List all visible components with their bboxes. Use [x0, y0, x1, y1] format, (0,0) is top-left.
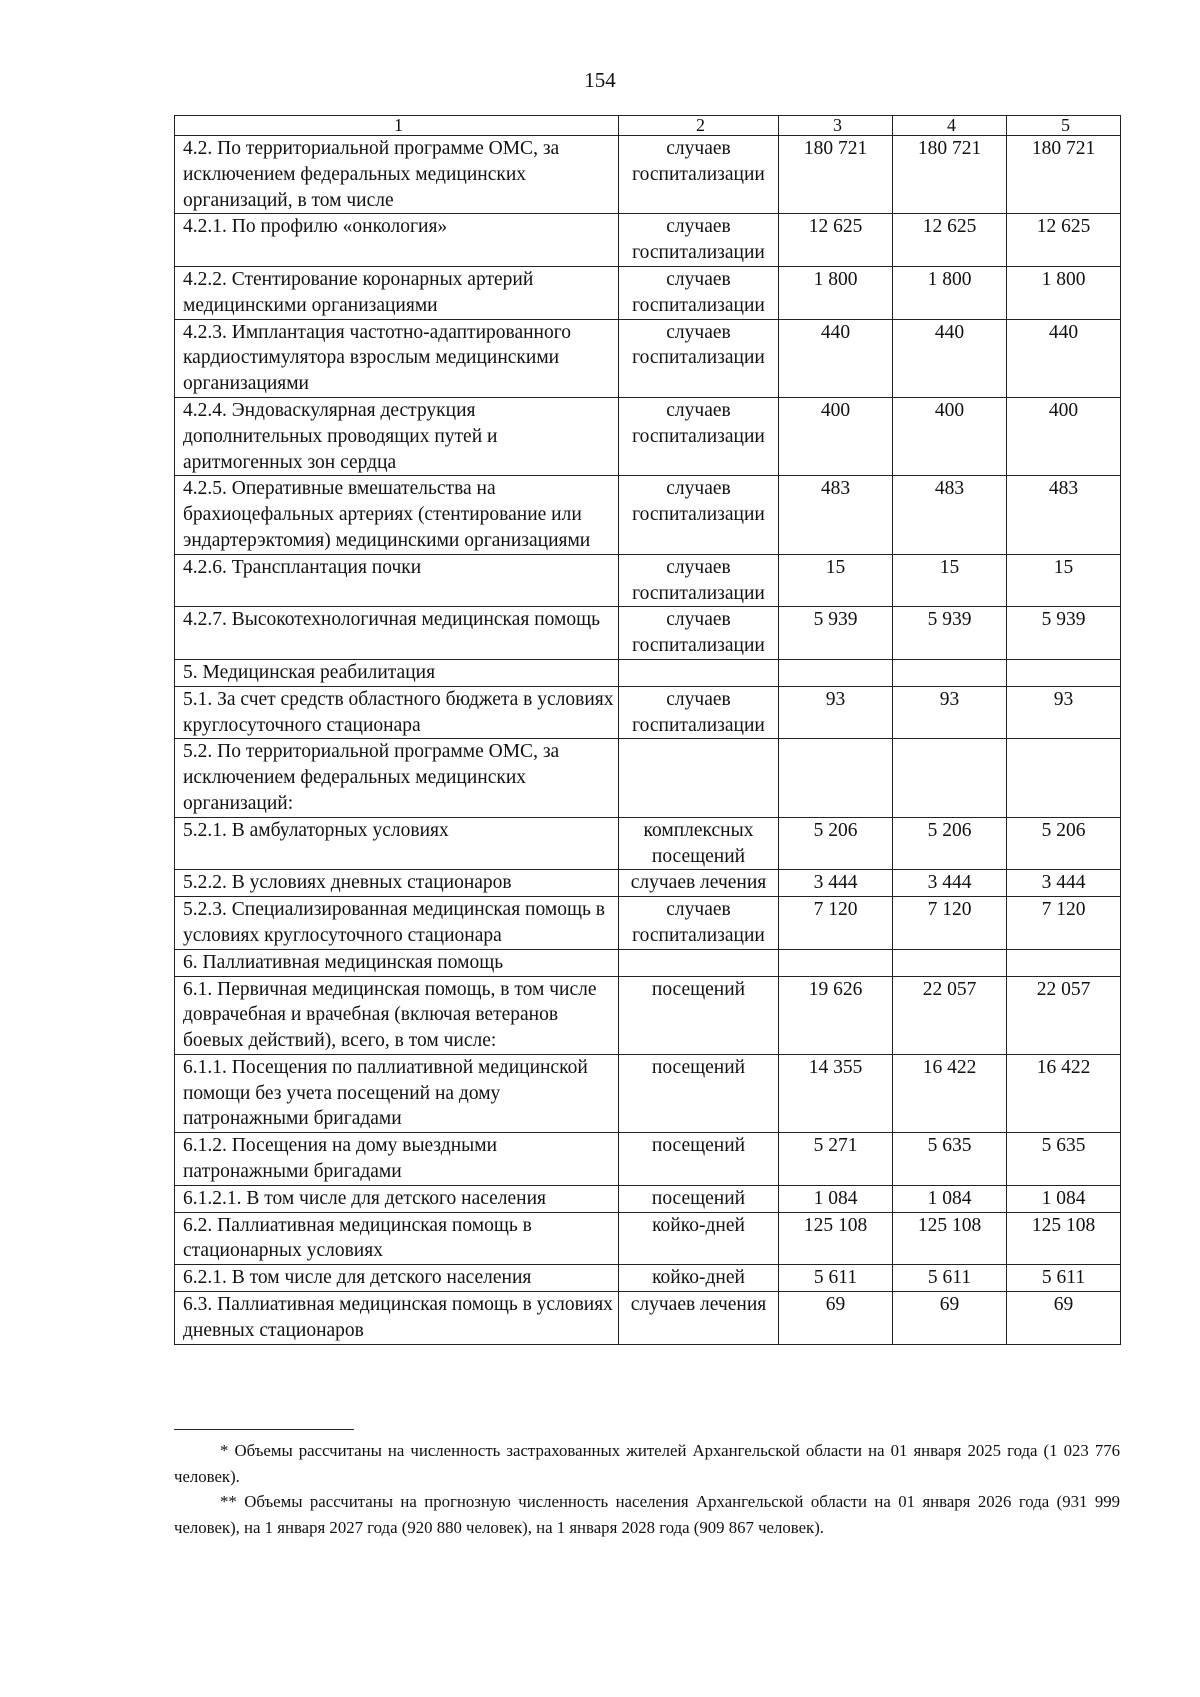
table-row: [175, 1212, 1121, 1265]
row-value-col4: 69: [893, 1292, 1007, 1345]
volumes-table: [174, 115, 1121, 1345]
row-value-col4: 5 939: [893, 607, 1007, 660]
row-value-col5: 5 611: [1007, 1265, 1121, 1292]
row-name-cell: 4.2.5. Оперативные вмешательства на брахиоцефальных артериях (стентирование или эндартерэктомия) медицинскими организациями: [175, 476, 619, 554]
row-value-col4: 15: [893, 554, 1007, 607]
row-name-cell: 5.2. По территориальной программе ОМС, за исключением федеральных медицинских организаций:: [175, 739, 619, 817]
row-value-col5: 93: [1007, 686, 1121, 739]
table-row: [175, 897, 1121, 950]
row-unit-cell: случаев лечения: [619, 1292, 779, 1345]
table-row: [175, 1133, 1121, 1186]
table-header-row: [175, 116, 1121, 136]
row-value-col3: [779, 739, 893, 817]
row-value-col5: 5 206: [1007, 817, 1121, 870]
row-value-col5: 12 625: [1007, 214, 1121, 267]
row-value-col3: [779, 659, 893, 686]
row-value-col4: [893, 659, 1007, 686]
row-unit-cell: комплексных посещений: [619, 817, 779, 870]
row-unit-cell: случаев лечения: [619, 870, 779, 897]
row-value-col3: 69: [779, 1292, 893, 1345]
table-row: [175, 817, 1121, 870]
row-value-col3: 180 721: [779, 136, 893, 214]
row-name-cell: 6.1.1. Посещения по паллиативной медицинской помощи без учета посещений на дому патронажными бригадами: [175, 1054, 619, 1132]
header-cell: 5: [1007, 116, 1121, 136]
row-value-col4: 93: [893, 686, 1007, 739]
row-value-col4: [893, 949, 1007, 976]
row-value-col3: 440: [779, 319, 893, 397]
row-value-col3: 5 206: [779, 817, 893, 870]
row-value-col3: 400: [779, 397, 893, 475]
row-unit-cell: посещений: [619, 1133, 779, 1186]
row-value-col4: 440: [893, 319, 1007, 397]
table-row: [175, 214, 1121, 267]
row-value-col3: 12 625: [779, 214, 893, 267]
row-name-cell: 6.1.2.1. В том числе для детского населения: [175, 1185, 619, 1212]
row-unit-cell: случаев госпитализации: [619, 136, 779, 214]
row-value-col3: 5 611: [779, 1265, 893, 1292]
row-value-col3: 5 271: [779, 1133, 893, 1186]
table-row: [175, 739, 1121, 817]
row-name-cell: 4.2.6. Трансплантация почки: [175, 554, 619, 607]
table-row: [175, 607, 1121, 660]
row-name-cell: 6.2.1. В том числе для детского населения: [175, 1265, 619, 1292]
row-unit-cell: [619, 949, 779, 976]
row-value-col5: 22 057: [1007, 976, 1121, 1054]
row-name-cell: 5.2.2. В условиях дневных стационаров: [175, 870, 619, 897]
row-value-col5: [1007, 949, 1121, 976]
row-value-col5: 7 120: [1007, 897, 1121, 950]
header-cell: 1: [175, 116, 619, 136]
row-value-col5: 180 721: [1007, 136, 1121, 214]
row-name-cell: 4.2.3. Имплантация частотно-адаптированного кардиостимулятора взрослым медицинскими организациями: [175, 319, 619, 397]
table-row: [175, 136, 1121, 214]
row-value-col3: 5 939: [779, 607, 893, 660]
table-row: [175, 949, 1121, 976]
row-unit-cell: посещений: [619, 976, 779, 1054]
table-row: [175, 1054, 1121, 1132]
row-value-col4: 125 108: [893, 1212, 1007, 1265]
row-value-col4: 180 721: [893, 136, 1007, 214]
row-unit-cell: случаев госпитализации: [619, 476, 779, 554]
row-unit-cell: [619, 739, 779, 817]
row-value-col5: 3 444: [1007, 870, 1121, 897]
footnote-1: * Объемы рассчитаны на численность застрахованных жителей Архангельской области на 01 января 2025 года (1 023 776 человек).: [174, 1441, 1120, 1486]
row-unit-cell: [619, 659, 779, 686]
row-value-col5: 125 108: [1007, 1212, 1121, 1265]
table-row: [175, 554, 1121, 607]
row-value-col5: 483: [1007, 476, 1121, 554]
row-value-col4: 7 120: [893, 897, 1007, 950]
footnote-2: ** Объемы рассчитаны на прогнозную численность населения Архангельской области на 01 января 2026 года (931 999 человек), на 1 января 2027 года (920 880 человек), на 1 января 2028 года (909 867 человек).: [174, 1492, 1120, 1537]
row-value-col4: 400: [893, 397, 1007, 475]
row-unit-cell: посещений: [619, 1185, 779, 1212]
row-unit-cell: случаев госпитализации: [619, 397, 779, 475]
header-cell: 3: [779, 116, 893, 136]
table-row: [175, 397, 1121, 475]
table-row: [175, 870, 1121, 897]
row-value-col5: 5 635: [1007, 1133, 1121, 1186]
row-value-col5: 69: [1007, 1292, 1121, 1345]
row-value-col3: 7 120: [779, 897, 893, 950]
header-cell: 4: [893, 116, 1007, 136]
row-unit-cell: случаев госпитализации: [619, 214, 779, 267]
row-unit-cell: случаев госпитализации: [619, 554, 779, 607]
row-name-cell: 4.2.7. Высокотехнологичная медицинская помощь: [175, 607, 619, 660]
row-unit-cell: случаев госпитализации: [619, 266, 779, 319]
row-name-cell: 4.2.4. Эндоваскулярная деструкция дополнительных проводящих путей и аритмогенных зон сердца: [175, 397, 619, 475]
row-unit-cell: случаев госпитализации: [619, 319, 779, 397]
footnotes: [174, 1438, 1120, 1540]
table-row: [175, 976, 1121, 1054]
table-row: [175, 1265, 1121, 1292]
row-value-col5: 440: [1007, 319, 1121, 397]
row-value-col4: 1 800: [893, 266, 1007, 319]
row-name-cell: 4.2. По территориальной программе ОМС, за исключением федеральных медицинских организаций, в том числе: [175, 136, 619, 214]
row-name-cell: 5.2.3. Специализированная медицинская помощь в условиях круглосуточного стационара: [175, 897, 619, 950]
page-number: 154: [584, 68, 616, 92]
row-unit-cell: случаев госпитализации: [619, 897, 779, 950]
row-value-col5: 1 084: [1007, 1185, 1121, 1212]
row-value-col5: [1007, 659, 1121, 686]
row-name-cell: 6. Паллиативная медицинская помощь: [175, 949, 619, 976]
row-value-col5: [1007, 739, 1121, 817]
row-unit-cell: койко-дней: [619, 1212, 779, 1265]
row-value-col4: 5 206: [893, 817, 1007, 870]
row-unit-cell: койко-дней: [619, 1265, 779, 1292]
row-name-cell: 5.2.1. В амбулаторных условиях: [175, 817, 619, 870]
row-value-col5: 1 800: [1007, 266, 1121, 319]
row-value-col3: 15: [779, 554, 893, 607]
row-value-col4: 483: [893, 476, 1007, 554]
row-unit-cell: посещений: [619, 1054, 779, 1132]
row-value-col3: 1 800: [779, 266, 893, 319]
row-value-col4: [893, 739, 1007, 817]
row-name-cell: 6.1.2. Посещения на дому выездными патронажными бригадами: [175, 1133, 619, 1186]
row-value-col4: 3 444: [893, 870, 1007, 897]
row-value-col3: [779, 949, 893, 976]
row-name-cell: 6.1. Первичная медицинская помощь, в том числе доврачебная и врачебная (включая ветеранов боевых действий), всего, в том числе:: [175, 976, 619, 1054]
row-name-cell: 4.2.2. Стентирование коронарных артерий медицинскими организациями: [175, 266, 619, 319]
row-value-col4: 5 635: [893, 1133, 1007, 1186]
footnote-divider: [174, 1429, 354, 1430]
row-value-col5: 400: [1007, 397, 1121, 475]
table-row: [175, 659, 1121, 686]
row-unit-cell: случаев госпитализации: [619, 686, 779, 739]
row-value-col4: 1 084: [893, 1185, 1007, 1212]
row-value-col4: 16 422: [893, 1054, 1007, 1132]
row-value-col3: 1 084: [779, 1185, 893, 1212]
row-name-cell: 6.2. Паллиативная медицинская помощь в стационарных условиях: [175, 1212, 619, 1265]
row-value-col5: 16 422: [1007, 1054, 1121, 1132]
row-name-cell: 5. Медицинская реабилитация: [175, 659, 619, 686]
row-value-col3: 19 626: [779, 976, 893, 1054]
row-value-col5: 5 939: [1007, 607, 1121, 660]
row-value-col4: 12 625: [893, 214, 1007, 267]
row-name-cell: 5.1. За счет средств областного бюджета в условиях круглосуточного стационара: [175, 686, 619, 739]
row-value-col3: 125 108: [779, 1212, 893, 1265]
table-row: [175, 1292, 1121, 1345]
row-value-col3: 93: [779, 686, 893, 739]
row-value-col5: 15: [1007, 554, 1121, 607]
table-row: [175, 1185, 1121, 1212]
table-row: [175, 476, 1121, 554]
row-value-col3: 3 444: [779, 870, 893, 897]
row-value-col3: 14 355: [779, 1054, 893, 1132]
table-row: [175, 686, 1121, 739]
table-row: [175, 266, 1121, 319]
header-cell: 2: [619, 116, 779, 136]
row-name-cell: 6.3. Паллиативная медицинская помощь в условиях дневных стационаров: [175, 1292, 619, 1345]
row-value-col4: 5 611: [893, 1265, 1007, 1292]
row-value-col3: 483: [779, 476, 893, 554]
row-unit-cell: случаев госпитализации: [619, 607, 779, 660]
table-row: [175, 319, 1121, 397]
row-name-cell: 4.2.1. По профилю «онкология»: [175, 214, 619, 267]
row-value-col4: 22 057: [893, 976, 1007, 1054]
